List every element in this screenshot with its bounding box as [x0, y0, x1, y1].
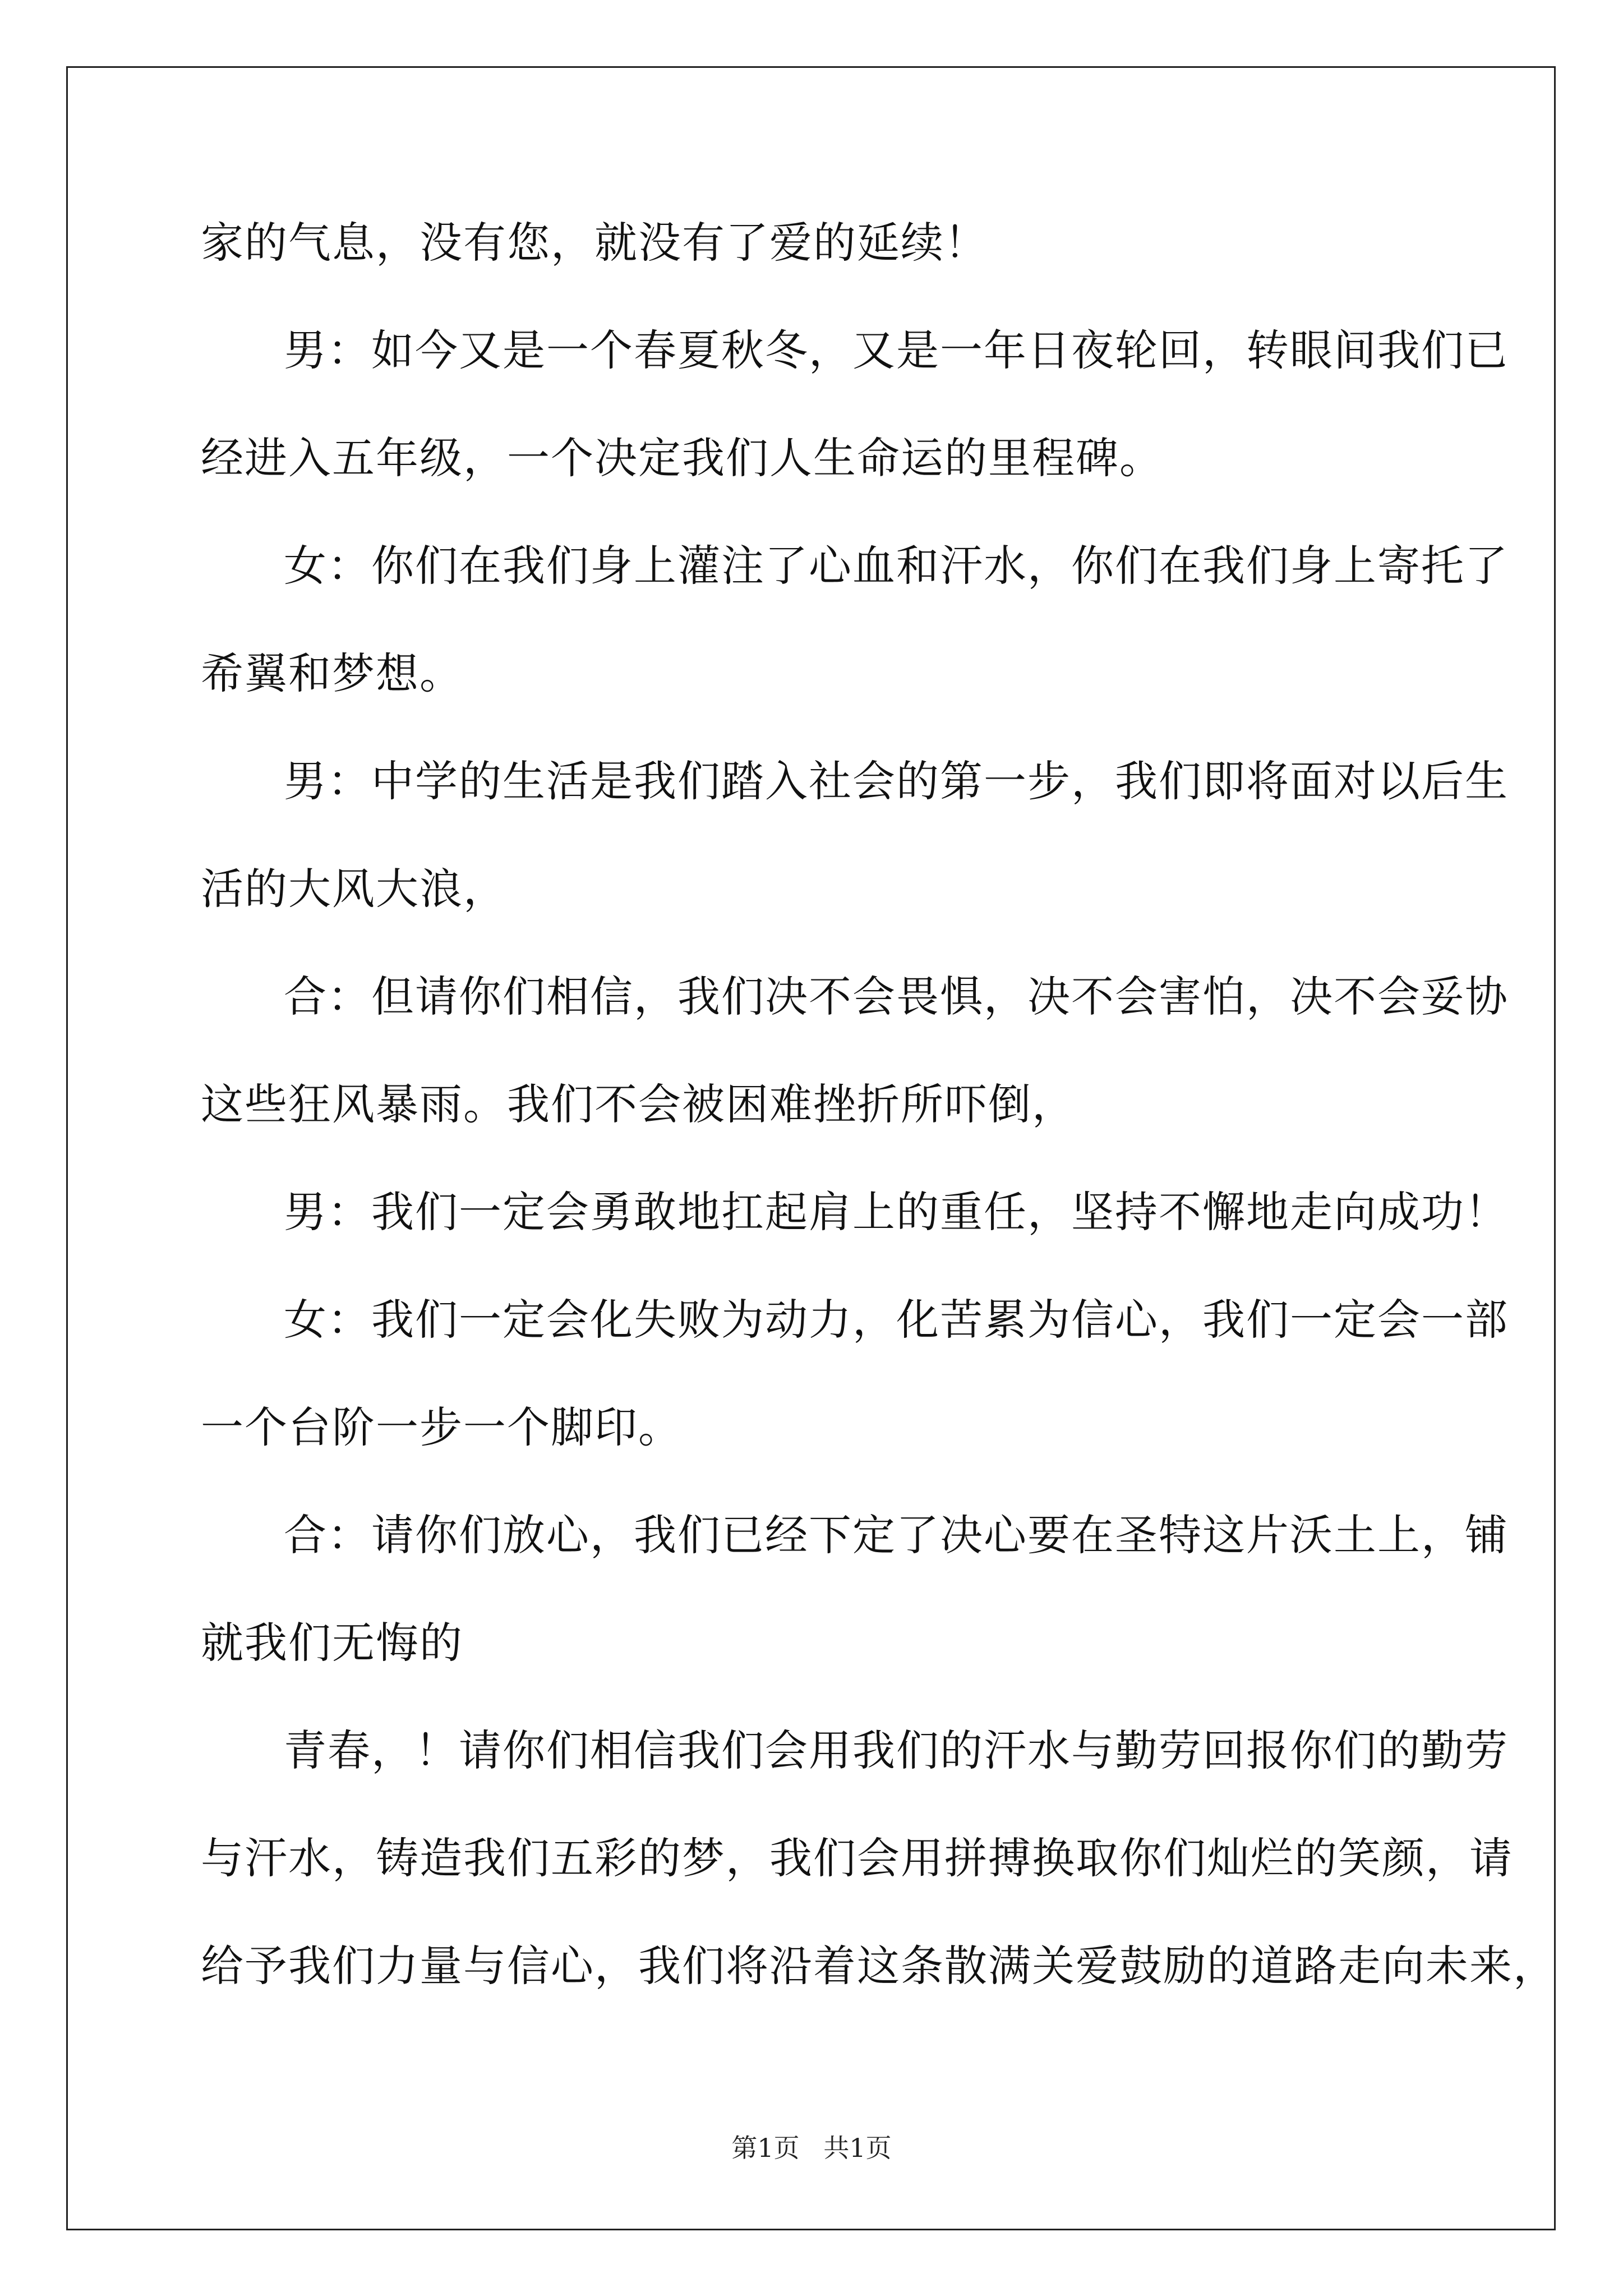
- text-line: 男：如今又是一个春夏秋冬，又是一年日夜轮回，转眼间我们已: [284, 325, 1509, 375]
- text-line: 合：但请你们相信，我们决不会畏惧，决不会害怕，决不会妥协: [284, 972, 1509, 1022]
- text-line: 男：我们一定会勇敢地扛起肩上的重任，坚持不懈地走向成功！: [284, 1187, 1509, 1237]
- text-line: 男：中学的生活是我们踏入社会的第一步，我们即将面对以后生: [284, 756, 1509, 806]
- text-line: 合：请你们放心，我们已经下定了决心要在圣特这片沃土上，铺: [284, 1510, 1509, 1560]
- page-number-current: 第1页: [731, 2133, 800, 2163]
- text-line: 这些狂风暴雨。我们不会被困难挫折所吓倒，: [201, 1079, 1076, 1129]
- text-line: 活的大风大浪，: [201, 864, 507, 914]
- document-body: [201, 218, 1557, 2053]
- text-line: 希翼和梦想。: [201, 648, 463, 698]
- page-footer: [0, 2135, 1623, 2161]
- text-line: 女：我们一定会化失败为动力，化苦累为信心，我们一定会一部: [284, 1295, 1509, 1345]
- text-line: 家的气息，没有您，就没有了爱的延续！: [201, 218, 988, 268]
- text-line: 经进入五年级，一个决定我们人生命运的里程碑。: [201, 433, 1163, 483]
- text-line: 与汗水，铸造我们五彩的梦，我们会用拼搏换取你们灿烂的笑颜，请: [201, 1833, 1513, 1883]
- text-line: 给予我们力量与信心，我们将沿着这条散满关爱鼓励的道路走向未来，: [201, 1941, 1557, 1991]
- text-line: 女：你们在我们身上灌注了心血和汗水，你们在我们身上寄托了: [284, 541, 1509, 591]
- page-number-total: 共1页: [823, 2133, 892, 2163]
- text-line: 一个台阶一步一个脚印。: [201, 1402, 682, 1452]
- text-line: 青春，！请你们相信我们会用我们的汗水与勤劳回报你们的勤劳: [284, 1726, 1509, 1775]
- text-line: 就我们无悔的: [201, 1618, 463, 1668]
